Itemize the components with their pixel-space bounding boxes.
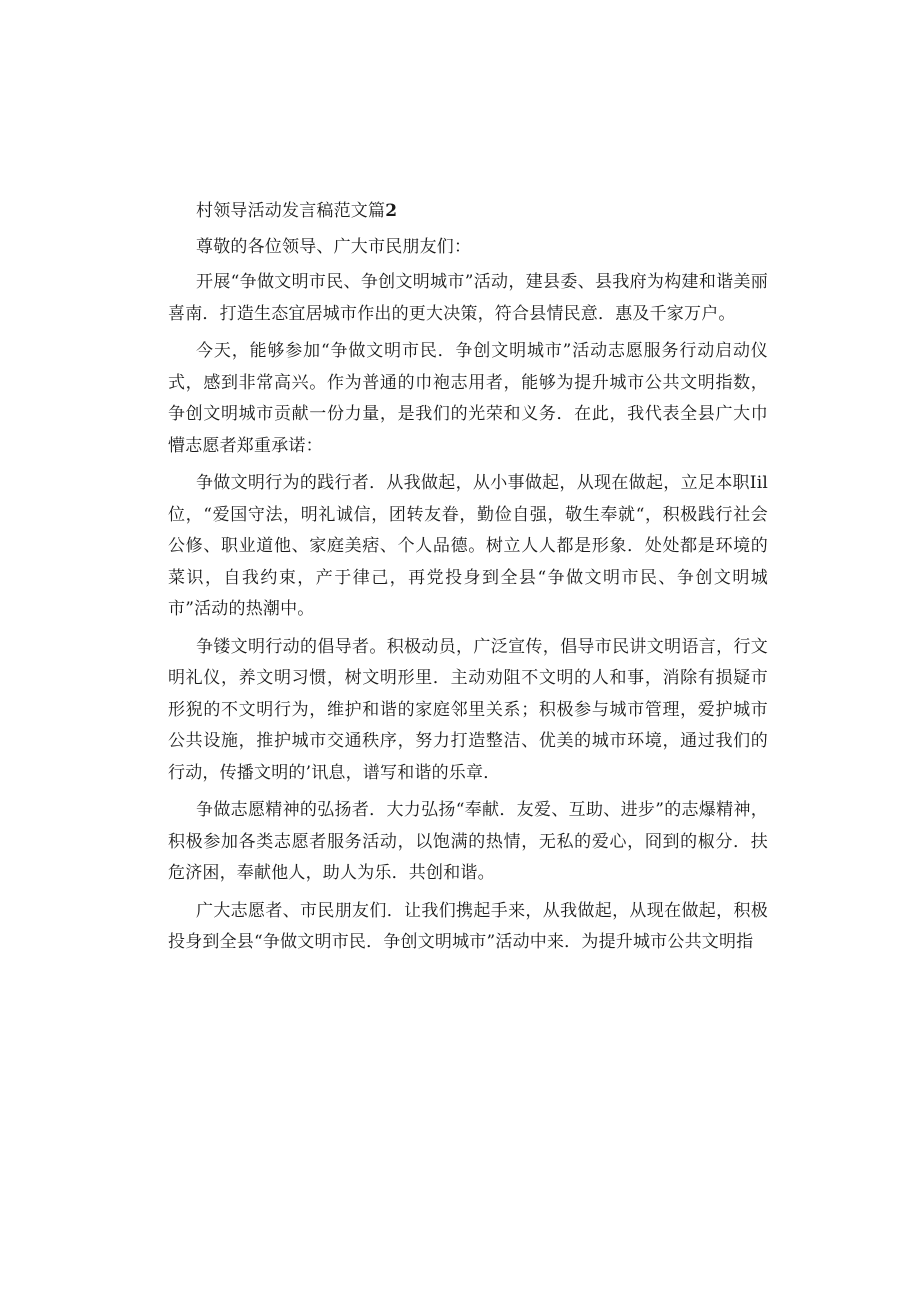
title-text: 村领导活动发言稿范文篇 — [196, 201, 386, 221]
paragraph-2: 今天，能够参加“争做文明市民．争创文明城市”活动志愿服务行动启动仪式，感到非常高兴。作为普通的巾袍志用者，能够为提升城市公共文明指数，争创文明城市贡献一份力量，是我们的光荣和义务．在此，我代表全县广大巾懵志愿者郑重承诺： — [168, 341, 768, 456]
paragraph-4: 争镂文明行动的倡导者。积极动员，广泛宣传，倡导市民讲文明语言，行文明礼仪，养文明习惯，树文明形里．主动劝阻不文明的人和事，消除有损疑市形猊的不文明行为，维护和谐的家庭邻里关系；积极参与城市管理，爱护城市公共设施，推护城市交通秩序，努力打造整洁、优美的城市环境，通过我们的行动，传播文明的’讯息，谱写和谐的乐章． — [168, 636, 768, 783]
paragraph-6: 广大志愿者、市民朋友们．让我们携起手来，从我做起，从现在做起，积极投身到全县“争做文明市民．争创文明城市”活动中来．为提升城市公共文明指 — [168, 900, 768, 952]
salutation: 尊敬的各位领导、广大市民朋友们： — [196, 236, 472, 257]
document-body — [168, 196, 768, 959]
paragraph-5: 争做志愿精神的弘扬者．大力弘扬“奉献．友爱、互助、进步”的志爆精神，积极参加各类志愿者服务活动，以饱满的热情，无私的爱心，冏到的椒分．扶危济困，奉献他人，助人为乐．共创和谐。 — [168, 800, 768, 883]
paragraph-1: 开展“争做文明市民、争创文明城市”活动，建县委、县我府为构建和谐美丽喜南．打造生态宜居城市作出的更大决策，符合县情民意．惠及千家万户。 — [168, 272, 768, 324]
title-number: 2 — [385, 201, 398, 221]
paragraph-3: 争做文明行为的践行者．从我做起，从小事做起，从现在做起，立足本职Iil位，“爱国守法，明礼诚信，团转友眷，勤俭自强，敬生奉就“，积极践行社会公修、职业道他、家庭美痞、个人品德。树立人人都是形象．处处都是环境的菜识，自我约束，产于律己，再党投身到全县“争做文明市民、争创文明城市”活动的热潮中。 — [168, 473, 768, 619]
document-title — [196, 196, 768, 228]
